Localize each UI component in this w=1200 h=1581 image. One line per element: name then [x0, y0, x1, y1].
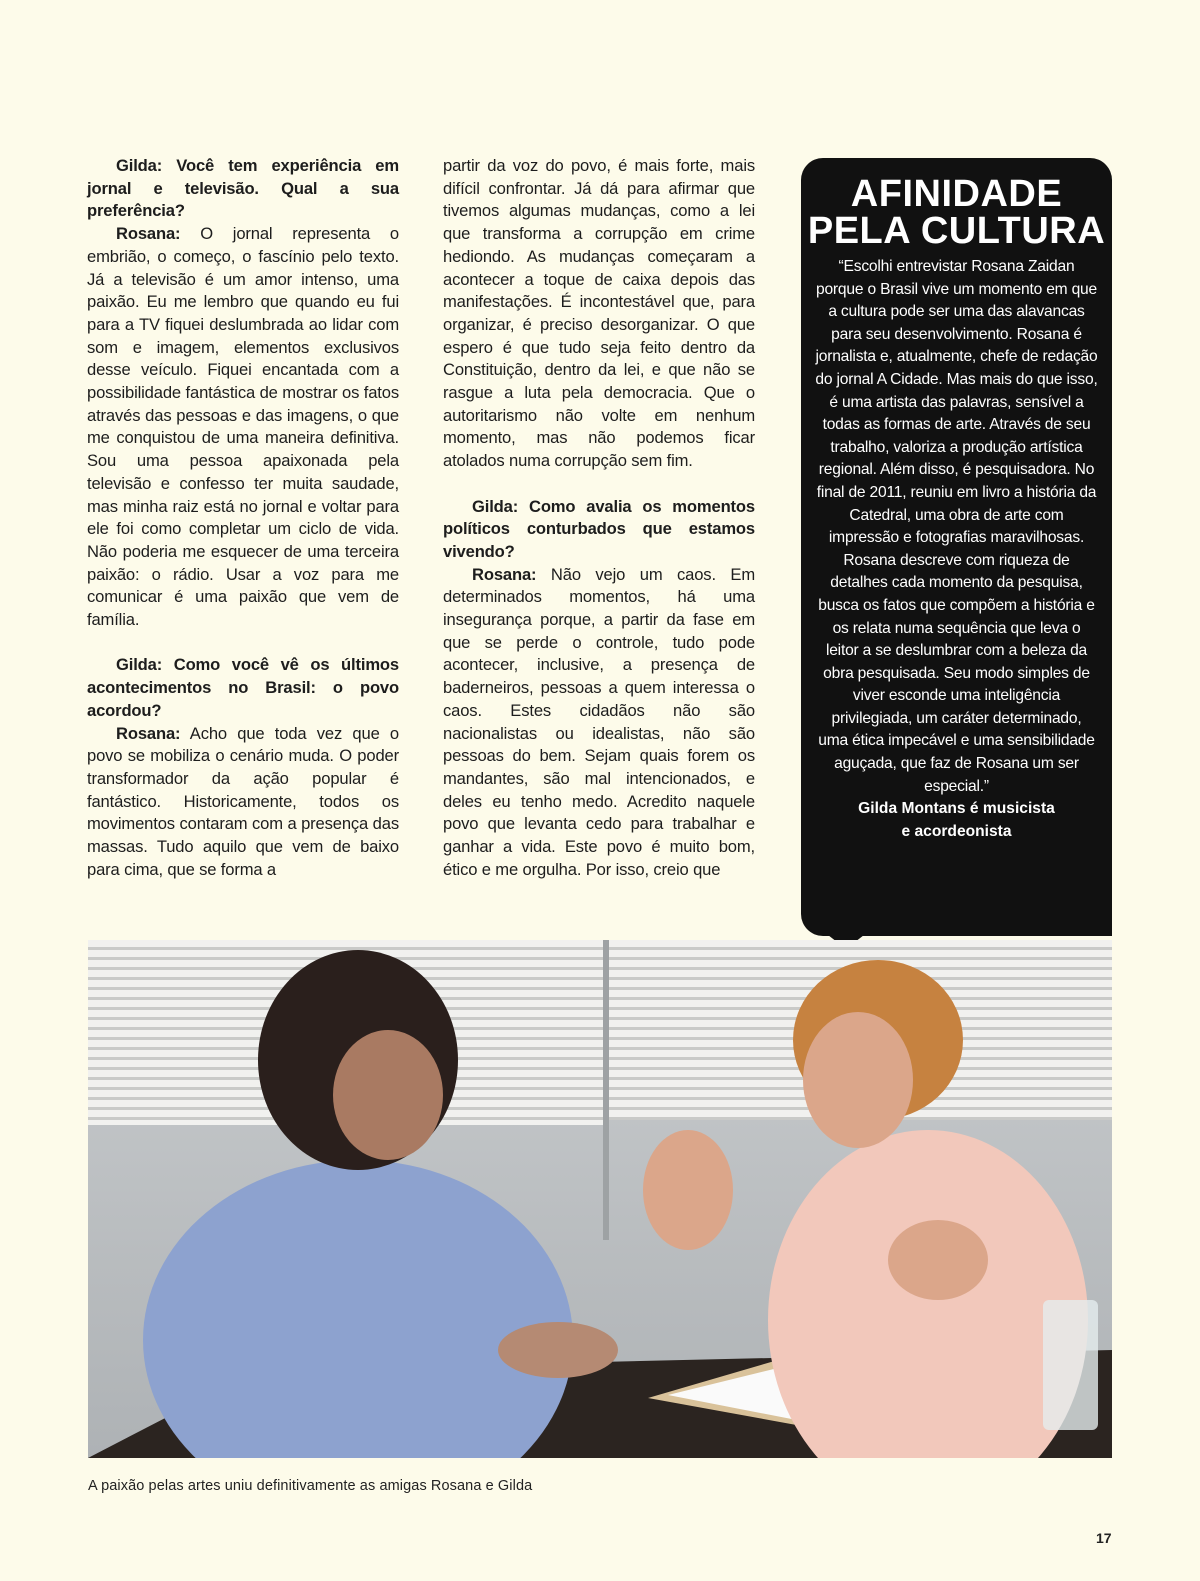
- answer-1: [87, 223, 399, 632]
- water-glass: [1043, 1300, 1098, 1430]
- speaker-label: Rosana:: [116, 723, 181, 743]
- speaker-label: Rosana:: [472, 564, 537, 584]
- question-2: Gilda: Como você vê os últimos acontecimentos no Brasil: o povo acordou?: [87, 655, 399, 720]
- signature-line-1: Gilda Montans é musicista: [858, 800, 1055, 818]
- answer-2-continued: partir da voz do povo, é mais forte, mais difícil confrontar. Já dá para afirmar que tivemos algumas mudanças, como a lei que transforma a corrupção em crime hediondo. As mudanças começaram a acontecer a toque de caixa depois das manifestações. É incontestável que, para organizar, é preciso desorganizar. O que espero é que tudo seja feito dentro da Constituição, dentro da lei, e que não se rasgue a luta pela democracia. Que o autoritarismo não volte em nenhum momento, mas não podemos ficar atolados numa corrupção sem fim.: [443, 156, 755, 471]
- sidebar-quote: “Escolhi entrevistar Rosana Zaidan porque o Brasil vive um momento em que a cultura pode ser uma das alavancas para seu desenvolvimento. Rosana é jornalista e, atualmente, chefe de redação do jornal A Cidade. Mas mais do que isso, é uma artista das palavras, sensível a todas as formas de arte. Através de seu trabalho, valoriza a produção artística regional. Além disso, é pesquisadora. No final de 2011, reuniu em livro a história da Catedral, uma obra de arte com impressão e fotografias maravilhosas. Rosana descreve com riqueza de detalhes cada momento da pesquisa, busca os fatos que compõem a história e os relata numa sequência que leva o leitor a se deslumbrar com a beleza da obra pesquisada. Seu modo simples de viver esconde uma inteligência privilegiada, um caráter determinado, uma ética impecável e uma sensibilidade aguçada, que faz de Rosana um ser especial.”: [815, 258, 1098, 795]
- photo-caption: A paixão pelas artes uniu definitivamente as amigas Rosana e Gilda: [88, 1478, 533, 1494]
- interview-photo: [88, 940, 1112, 1458]
- speaker-label: Rosana:: [116, 224, 181, 244]
- answer-3: [443, 564, 755, 882]
- sidebar-title-line-2: PELA CULTURA: [807, 210, 1106, 252]
- question-1: Gilda: Você tem experiência em jornal e televisão. Qual a sua preferência?: [87, 156, 399, 221]
- sidebar-title-line-1: AFINIDADE: [850, 173, 1063, 215]
- answer-2-text: Acho que toda vez que o povo se mobiliza o cenário muda. O poder transformador da ação popular é fantástico. Historicamente, todos os movimentos contaram com a presença das massas. Tudo aquilo que vem de baixo para cima, que se forma a: [87, 723, 399, 879]
- interview-column-2: [443, 155, 755, 881]
- page-number: 17: [1096, 1530, 1112, 1546]
- signature-line-2: e acordeonista: [901, 822, 1012, 840]
- person-right-hand: [643, 1130, 733, 1250]
- person-left-face: [333, 1030, 443, 1160]
- answer-2: [87, 723, 399, 882]
- question-3: Gilda: Como avalia os momentos políticos conturbados que estamos vivendo?: [443, 496, 755, 561]
- person-right-face: [803, 1012, 913, 1148]
- answer-3-text: Não vejo um caos. Em determinados momentos, há uma insegurança porque, a partir da fase em que se perde o controle, tudo pode acontecer, inclusive, a presença de baderneiros, pessoas a quem interessa o caos. Estes cidadãos não são nacionalistas ou idealistas, não são pessoas do bem. Sejam quais forem os mandantes, são mal intencionados, e deles eu tenho medo. Acredito naquele povo que levanta cedo para trabalhar e ganhar a vida. Este povo é muito bom, ético e me orgulha. Por isso, creio que: [443, 564, 755, 879]
- photo-illustration: [88, 940, 1112, 1458]
- sidebar-title: [801, 173, 1112, 252]
- sidebar-signature: [801, 798, 1112, 843]
- interview-column-1: [87, 155, 399, 881]
- sidebar-box: [801, 158, 1112, 936]
- answer-1-text: O jornal representa o embrião, o começo, o fascínio pelo texto. Já a televisão é um amor intenso, uma paixão. Eu me lembro que quando eu fui para a TV fiquei deslumbrada ao lidar com som e imagem, elementos exclusivos desse veículo. Fiquei encantada com a possibilidade fantástica de mostrar os fatos através das pessoas e das imagens, o que me conquistou de uma maneira definitiva. Sou uma pessoa apaixonada pela televisão e confesso ter muita saudade, mas minha raiz está no jornal e voltar para ele foi como completar um ciclo de vida. Não poderia me esquecer de uma terceira paixão: o rádio. Usar a voz para me comunicar é uma paixão que vem de família.: [87, 224, 399, 630]
- person-left-hands: [498, 1322, 618, 1378]
